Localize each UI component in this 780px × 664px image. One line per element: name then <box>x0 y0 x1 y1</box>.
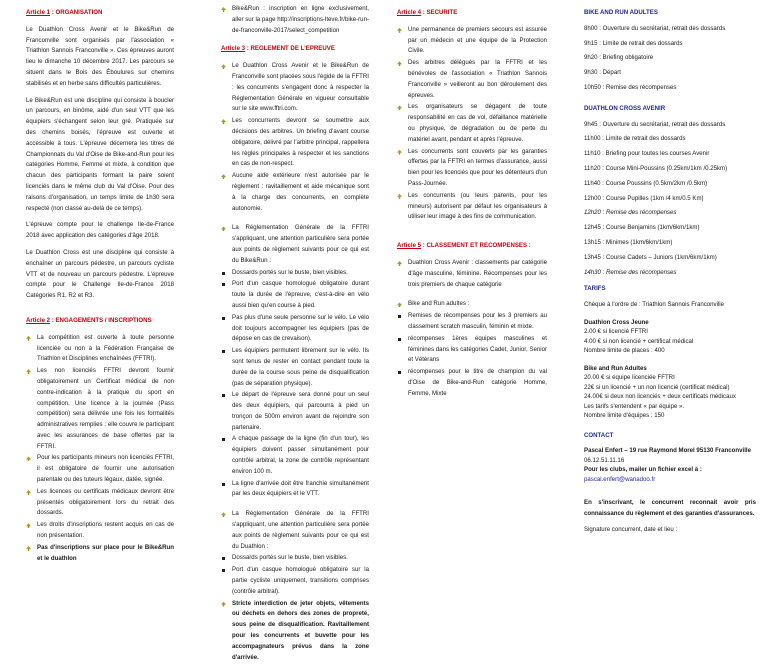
list-item: Les concurrents devront se soumettre aux décisions des arbitres. Un briefing d'avant course obligatoire, délivré par l'arbitre principal, rappellera les règles principales à respecter et les sanctions en cas de non-respect. <box>221 116 369 170</box>
schedule-item: 9h20 : Briefing obligatoire <box>584 54 654 62</box>
list-item: Le départ de l'épreuve sera donné pour un seul des deux équipiers, qui parcourra à pied un tronçon de 500m environ avant de rejoindre son partenaire. <box>221 390 369 433</box>
tarifs-heading: TARIFS <box>584 285 606 293</box>
cheque-line: Chèque à l'ordre de : Triathlon Sannois Franconville <box>584 301 725 309</box>
list-item: La compétition est ouverte à toute personne licenciée ou non à la Fédération Française de Triathlon et Disciplines enchaînées (FFTRI). <box>26 333 174 365</box>
list-item: La ligne d'arrivée doit être franchie simultanément par les deux équipiers et le VTT. <box>221 479 369 501</box>
schedule-item: 9h45 : Ouverture du secrétariat, retrait des dossards <box>584 120 726 128</box>
list-item: Le Duathlon Cross Avenir et le Bike&Run de Franconville sont placées sous l'égide de la FFTRI : les concurrents s'engagent donc à respecter la Réglementation Générale en vigueur consultable sur le site www.fftri.com. <box>221 61 369 115</box>
duathlon-rules-list <box>221 509 369 663</box>
bikerun-schedule <box>584 24 756 94</box>
duathlon-schedule-heading: DUATHLON CROSS AVENIR <box>584 104 666 112</box>
tarif-line: 22€ si un licencié + un non licencié (certificat médical) <box>584 383 730 391</box>
schedule-item: 12h00 : Course Pupilles (1km /4 km/0.5 Km) <box>584 194 704 202</box>
schedule-item: 10h50 : Remise des récompenses <box>584 83 677 91</box>
column-4 <box>584 0 756 542</box>
tarif-line: Nombre limite de places : 400 <box>584 347 665 355</box>
article-1-heading: Article 1 : ORGANISATION <box>26 9 103 16</box>
schedule-item: 12h45 : Course Benjamins (1km/6km/1km) <box>584 224 700 232</box>
signature-line: Signature concurrent, date et lieu : <box>584 526 678 534</box>
list-item[interactable]: Bike&Run : inscription en ligne exclusivement, aller sur la page http://inscriptions-lteve.fr/bike-run-de-franconville-2017/select_competition <box>221 4 369 36</box>
schedule-item: 11h00 : Limite de retrait des dossards <box>584 135 686 143</box>
list-item: Les organisateurs se dégagent de toute responsabilité en cas de vol, défaillance matérielle ou physique, de dégradation ou de perte du matériel avant, pendant et après l'épreuve. <box>397 102 547 145</box>
tarif-line: 20.00 € si équipe licenciée FFTRI <box>584 374 675 382</box>
bikerun-schedule-heading: BIKE AND RUN ADULTES <box>584 9 658 16</box>
bikerun-paragraph: Le Bike&Run est une discipline qui consiste à boucler un parcours, en binôme, aidé d'un seul VTT que les équipiers s'échangent selon leur gré. Pratiquée sur des chemins boisés, l'épreuve est ouverte et accessible à tous. L'épreuve décernera les titres de Championnats du Val d'Oise de Bike-and-Run pour les catégories Homme, Femme et mixte, à condition que chacun des participants formant la paire soient licenciés dans le même club du Val d'Oise. Pour des raisons d'organisation, un temps limite de 1h30 sera respecté (non classé au-delà de ce temps). <box>26 96 174 212</box>
schedule-item: 9h30 : Départ <box>584 69 621 77</box>
bikerun-registration-list <box>221 4 369 36</box>
column-3 <box>397 0 547 401</box>
list-item: Les licences ou certificats médicaux devront être présentés obligatoirement lors du retrait des dossards. <box>26 487 174 519</box>
organisation-paragraph: Le Duathlon Cross Avenir et le Bike&Run de Franconville sont organisés par l'association « Triathlon Sannois Franconville ». Ces épreuves auront lieu le dimanche 10 décembre 2017. Les parcours se situent dans le Bois des Éboulures sur chemins stabilisés et en herbe sans difficultés particulières. <box>26 25 174 87</box>
list-item: Bike and Run adultes : <box>397 299 547 310</box>
list-item: Dossards portés sur le buste, bien visibles. <box>221 268 369 279</box>
column-1 <box>26 0 174 565</box>
challenge-paragraph: L'épreuve compte pour le challenge Ile-de-France 2018 avec application des catégories d'âge 2018. <box>26 221 174 240</box>
duathlon-jeune-title: Duathlon Cross Jeune <box>584 318 649 326</box>
reglement-list <box>221 61 369 214</box>
list-item: Les équipiers permutent librement sur le vélo. Ils sont tenus de rester en contact pendant toute la durée de la course sous peine de disqualification (pas de séparation physique). <box>221 346 369 389</box>
list-item: Une permanence de premiers secours est assurée par un médecin et une équipe de la Protection Civile. <box>397 25 547 57</box>
bikerun-rules-list <box>221 223 369 500</box>
list-item: Pour les participants mineurs non licenciés FFTRI, il est obligatoire de fournir une autorisation parentale ou des tuteurs légaux, datée, signée. <box>26 453 174 485</box>
tarif-line: 24.00€ si deux non licenciés + deux certificats médicaux <box>584 393 736 401</box>
list-item: Port d'un casque homologué obligatoire sur la partie cycliste uniquement, transitions comprises (contrôle arbitral). <box>221 565 369 597</box>
list-item: Pas plus d'une seule personne sur le vélo. Le vélo doit toujours accompagner les équipiers (pas de dépose en cas de crevaison). <box>221 313 369 345</box>
classement-list <box>397 258 547 290</box>
list-item: Les concurrents (ou leurs parents, pour les mineurs) autorisent par défaut les organisateurs à utiliser leur image à des fins de communication. <box>397 191 547 223</box>
article-4-heading: Article 4 : SECURITE <box>397 9 458 16</box>
schedule-item: 11h40 : Course Poussins (0.5km/2km /0.5km) <box>584 179 708 187</box>
schedule-item: 11h10 : Briefing pour toutes les courses Avenir <box>584 150 710 158</box>
contact-heading: CONTACT <box>584 431 614 439</box>
list-item: Duathlon Cross Avenir : classements par catégorie d'âge masculine, féminine. Récompenses pour les trois premiers de chaque catégorie <box>397 258 547 290</box>
list-item: Port d'un casque homologué obligatoire durant toute la durée de l'épreuve, c'est-à-dire en vélo aussi bien qu'en course à pied. <box>221 279 369 311</box>
tarifs-block <box>584 300 756 421</box>
list-item: Les non licenciés FFTRI devront fournir obligatoirement un Certificat médical de non contre-indication à la pratique du sport en compétition. Une licence à la journée (Pass compétition) sera délivrée une fois les formalités administratives remplies : elle couvre le participant avec les assurances de base offertes par la FFTRI. <box>26 366 174 452</box>
bikerun-adultes-title: Bike and Run Adultes <box>584 364 647 372</box>
list-item: Les concurrents sont couverts par les garanties offertes par la FFTRI en termes d'assurance, aussi bien pour les licenciés que pour les détenteurs d'un Pass-Journée. <box>397 147 547 190</box>
column-2 <box>221 0 369 664</box>
inscriptions-list <box>26 333 174 565</box>
acknowledgement: En s'inscrivant, le concurrent reconnait avoir pris connaissance du règlement et des garanties d'assurances. <box>584 498 756 517</box>
schedule-item: 13h15 : Minimes (1km/6km/1km) <box>584 238 673 246</box>
duathlon-schedule <box>584 120 756 279</box>
tarif-line: 4.00 € si non licencié + certificat médical <box>584 337 694 345</box>
schedule-item: 8h00 : Ouverture du secrétariat, retrait des dossards <box>584 24 726 32</box>
list-item: Pas d'inscriptions sur place pour le Bike&Run et le duathlon <box>26 543 174 565</box>
schedule-item: 12h20 : Remise des récompenses <box>584 209 677 217</box>
schedule-item: 11h20 : Course Mini-Poussins (0.25km/1km /0.25km) <box>584 164 728 172</box>
list-item: récompenses 1ères équipes masculines et féminines dans les catégories Cadet, Junior, Senior et Vétérans <box>397 334 547 366</box>
bikerun-awards-list <box>397 299 547 399</box>
list-item: Aucune aide extérieure n'est autorisée par le règlement : ravitaillement et aide mécanique sont à la charge des concurrents, en complète autonomie. <box>221 171 369 214</box>
list-item: La Réglementation Générale de la FFTRI s'appliquant, une attention particulière sera portée aux points de règlement suivants pour ce qui est du Duathlon : <box>221 509 369 552</box>
tarif-line: Nombre limite d'équipes : 150 <box>584 412 665 420</box>
list-item: Des arbitres délégués par la FFTRI et les bénévoles de l'association « Triathlon Sannois Franconville » veilleront au bon déroulement des épreuves. <box>397 58 547 101</box>
schedule-item: 13h45 : Course Cadets – Juniors (1km/6km/1km) <box>584 253 717 261</box>
tarif-line: 2.00 € si licencié FFTRI <box>584 328 649 336</box>
list-item: La Réglementation Générale de la FFTRI s'appliquant, une attention particulière sera portée aux points de règlement suivants pour ce qui est du Bike&Run : <box>221 223 369 266</box>
contact-phone: 06.12.51.11.16 <box>584 456 625 464</box>
article-2-heading: Article 2 : ENGAGEMENTS / INSCRIPTIONS <box>26 316 152 324</box>
article-5-heading: Article 5 : CLASSEMENT ET RECOMPENSES : <box>397 242 531 250</box>
securite-list <box>397 25 547 223</box>
tarif-line: Les tarifs s'entendent « par équipe ». <box>584 402 685 410</box>
contact-clubs: Pour les clubs, mailer un fichier excel à : <box>584 466 702 474</box>
list-item: Dossards portés sur le buste, bien visibles. <box>221 553 369 564</box>
contact-email-link[interactable]: pascal.enfert@wanadoo.fr <box>584 475 656 483</box>
contact-address: Pascal Enfert – 19 rue Raymond Morel 95130 Franconville <box>584 447 751 455</box>
list-item: récompenses pour le titre de champion du val d'Oise de Bike-and-Run catégorie Homme, Femme, Mixte <box>397 367 547 399</box>
article-3-heading: Article 3 : REGLEMENT DE L'EPREUVE <box>221 45 335 53</box>
duathlon-paragraph: Le Duathlon Cross est une discipline qui consiste à enchaîner un parcours pédestre, un parcours cycliste VTT et de nouveau un parcours pédestre. L'épreuve compte pour le Challenge Ile-de-France 2018 Catégories R1, R2 et R3. <box>26 248 174 300</box>
list-item: Remises de récompenses pour les 3 premiers au classement scratch masculin, féminin et mixte. <box>397 311 547 333</box>
list-item: Stricte interdiction de jeter objets, vêtements ou déchets en dehors des zones de propreté, sous peine de disqualification. Ravitaillement pour les concurrents et buvette pour les accompagnateurs prévus dans la zone d'arrivée. <box>221 599 369 664</box>
list-item: A chaque passage de la ligne (fin d'un tour), les équipiers doivent passer simultanément pour contrôle arbitral, la zone de contrôle représentant environ 100 m. <box>221 434 369 477</box>
contact-block <box>584 446 756 485</box>
list-item: Les droits d'inscriptions restent acquis en cas de non présentation. <box>26 520 174 542</box>
schedule-item: 14h30 : Remise des récompenses <box>584 268 677 276</box>
schedule-item: 9h15 : Limite de retrait des dossards <box>584 39 683 47</box>
